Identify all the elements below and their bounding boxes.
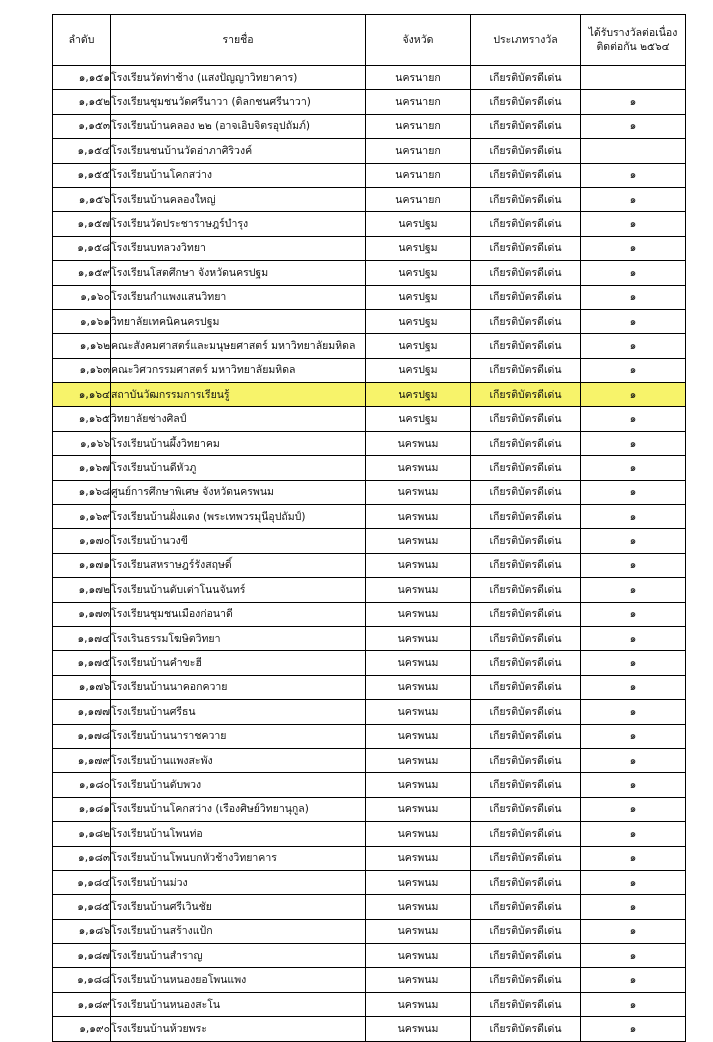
cell-years: ๑ <box>581 578 686 602</box>
cell-award-type: เกียรติบัตรดีเด่น <box>471 968 581 992</box>
column-header-years-line2: ติดต่อกัน ๒๕๖๔ <box>596 41 670 53</box>
cell-no: ๑,๑๗๕ <box>53 651 111 675</box>
cell-province: นครพนม <box>366 505 471 529</box>
table-row <box>53 114 686 138</box>
cell-name: โรงเรียนบ้านโพนท่อ <box>111 822 366 846</box>
cell-award-type: เกียรติบัตรดีเด่น <box>471 90 581 114</box>
cell-name: วิทยาลัยซ่างศิลป์ <box>111 407 366 431</box>
cell-province: นครพนม <box>366 773 471 797</box>
cell-province: นครพนม <box>366 944 471 968</box>
cell-province: นครพนม <box>366 626 471 650</box>
cell-years: ๑ <box>581 480 686 504</box>
cell-years: ๑ <box>581 675 686 699</box>
cell-province: นครพนม <box>366 724 471 748</box>
cell-award-type: เกียรติบัตรดีเด่น <box>471 675 581 699</box>
cell-name: โรงเรียนบ้านห้วยพระ <box>111 1017 366 1041</box>
cell-award-type: เกียรติบัตรดีเด่น <box>471 870 581 894</box>
cell-no: ๑,๑๘๒ <box>53 822 111 846</box>
cell-award-type: เกียรติบัตรดีเด่น <box>471 529 581 553</box>
cell-name: โรงเรียนบ้านดับพวง <box>111 773 366 797</box>
cell-no: ๑,๑๗๗ <box>53 700 111 724</box>
cell-name: สถาบันวัฒกรรมการเรียนรู้ <box>111 383 366 407</box>
cell-no: ๑,๑๕๑ <box>53 66 111 90</box>
cell-province: นครพนม <box>366 895 471 919</box>
cell-no: ๑,๑๕๓ <box>53 114 111 138</box>
cell-name: โรงเรียนบ้านหนองสะโน <box>111 992 366 1016</box>
cell-no: ๑,๑๘๑ <box>53 797 111 821</box>
cell-years: ๑ <box>581 1017 686 1041</box>
table-row <box>53 187 686 211</box>
cell-years: ๑ <box>581 968 686 992</box>
cell-province: นครพนม <box>366 675 471 699</box>
cell-award-type: เกียรติบัตรดีเด่น <box>471 139 581 163</box>
column-header-no: ลำดับ <box>53 15 111 66</box>
cell-award-type: เกียรติบัตรดีเด่น <box>471 773 581 797</box>
cell-name: โรงเรียนบ้านนาราชควาย <box>111 724 366 748</box>
table-row <box>53 846 686 870</box>
table-row <box>53 822 686 846</box>
cell-name: โรงเรียนบ้านศรีเวินชัย <box>111 895 366 919</box>
cell-no: ๑,๑๗๐ <box>53 529 111 553</box>
cell-province: นครปฐม <box>366 383 471 407</box>
cell-years: ๑ <box>581 846 686 870</box>
cell-no: ๑,๑๘๖ <box>53 919 111 943</box>
cell-province: นครพนม <box>366 992 471 1016</box>
table-row <box>53 895 686 919</box>
column-header-years-line1: ได้รับรางวัลต่อเนื่อง <box>588 26 678 39</box>
cell-years: ๑ <box>581 163 686 187</box>
cell-no: ๑,๑๕๗ <box>53 212 111 236</box>
cell-years: ๑ <box>581 114 686 138</box>
cell-name: โรงเรียนบ้านโคกสว่าง <box>111 163 366 187</box>
cell-award-type: เกียรติบัตรดีเด่น <box>471 236 581 260</box>
cell-award-type: เกียรติบัตรดีเด่น <box>471 285 581 309</box>
table-row <box>53 456 686 480</box>
cell-province: นครพนม <box>366 651 471 675</box>
column-header-name: รายชื่อ <box>111 15 366 66</box>
table-row <box>53 992 686 1016</box>
cell-years: ๑ <box>581 602 686 626</box>
cell-no: ๑,๑๗๑ <box>53 553 111 577</box>
cell-award-type: เกียรติบัตรดีเด่น <box>471 480 581 504</box>
cell-province: นครปฐม <box>366 407 471 431</box>
cell-name: โรงเรียนบ้านดับเต่าโนนจันทร์ <box>111 578 366 602</box>
cell-award-type: เกียรติบัตรดีเด่น <box>471 919 581 943</box>
cell-award-type: เกียรติบัตรดีเด่น <box>471 163 581 187</box>
cell-name: โรงเรียนชุมชนวัดศรีนาวา (ดิลกชนศรีนาวา) <box>111 90 366 114</box>
cell-years: ๑ <box>581 212 686 236</box>
cell-no: ๑,๑๕๕ <box>53 163 111 187</box>
table-row <box>53 773 686 797</box>
cell-no: ๑,๑๕๘ <box>53 236 111 260</box>
cell-years: ๑ <box>581 334 686 358</box>
table-row <box>53 1017 686 1041</box>
table-row <box>53 212 686 236</box>
cell-province: นครพนม <box>366 968 471 992</box>
cell-no: ๑,๑๖๑ <box>53 309 111 333</box>
cell-no: ๑,๑๘๙ <box>53 992 111 1016</box>
cell-province: นครพนม <box>366 870 471 894</box>
table-row <box>53 66 686 90</box>
table-row <box>53 431 686 455</box>
cell-province: นครพนม <box>366 529 471 553</box>
table-row <box>53 578 686 602</box>
cell-award-type: เกียรติบัตรดีเด่น <box>471 334 581 358</box>
cell-name: โรงเรียนชนบ้านวัดอ่าภาศิริวงค์ <box>111 139 366 163</box>
cell-years: ๑ <box>581 529 686 553</box>
cell-province: นครพนม <box>366 797 471 821</box>
cell-province: นครปฐม <box>366 236 471 260</box>
cell-no: ๑,๑๕๒ <box>53 90 111 114</box>
cell-years: ๑ <box>581 748 686 772</box>
cell-name: โรงเรียนบ้านศรีธน <box>111 700 366 724</box>
cell-award-type: เกียรติบัตรดีเด่น <box>471 578 581 602</box>
cell-province: นครพนม <box>366 1017 471 1041</box>
cell-years: ๑ <box>581 431 686 455</box>
cell-award-type: เกียรติบัตรดีเด่น <box>471 114 581 138</box>
cell-no: ๑,๑๗๘ <box>53 724 111 748</box>
cell-province: นครปฐม <box>366 358 471 382</box>
cell-province: นครพนม <box>366 846 471 870</box>
column-header-years <box>581 15 686 66</box>
cell-name: โรงเรียนบ้านคำขะฮี <box>111 651 366 675</box>
cell-name: โรงเรียนบ้านม่วง <box>111 870 366 894</box>
cell-award-type: เกียรติบัตรดีเด่น <box>471 431 581 455</box>
cell-years: ๑ <box>581 285 686 309</box>
cell-name: โรงเรียนบ้านผึ้งวิทยาคม <box>111 431 366 455</box>
table-row <box>53 407 686 431</box>
cell-province: นครปฐม <box>366 261 471 285</box>
cell-name: ศูนย์การศึกษาพิเศษ จังหวัดนครพนม <box>111 480 366 504</box>
table-row <box>53 870 686 894</box>
table-row <box>53 626 686 650</box>
cell-no: ๑,๑๙๐ <box>53 1017 111 1041</box>
cell-province: นครพนม <box>366 748 471 772</box>
cell-award-type: เกียรติบัตรดีเด่น <box>471 309 581 333</box>
cell-province: นครพนม <box>366 431 471 455</box>
cell-years: ๑ <box>581 505 686 529</box>
cell-award-type: เกียรติบัตรดีเด่น <box>471 212 581 236</box>
cell-province: นครปฐม <box>366 212 471 236</box>
cell-name: โรงเรียนบ้านคลองใหญ่ <box>111 187 366 211</box>
cell-award-type: เกียรติบัตรดีเด่น <box>471 553 581 577</box>
cell-award-type: เกียรติบัตรดีเด่น <box>471 895 581 919</box>
cell-years <box>581 139 686 163</box>
table-row <box>53 383 686 407</box>
cell-years: ๑ <box>581 261 686 285</box>
cell-no: ๑,๑๗๖ <box>53 675 111 699</box>
cell-no: ๑,๑๘๗ <box>53 944 111 968</box>
table-row <box>53 261 686 285</box>
cell-province: นครพนม <box>366 822 471 846</box>
table-row <box>53 724 686 748</box>
cell-award-type: เกียรติบัตรดีเด่น <box>471 358 581 382</box>
table-row <box>53 797 686 821</box>
cell-name: โรงเรียนวัดประชาราษฎร์บำรุง <box>111 212 366 236</box>
table-body <box>53 66 686 1042</box>
table-row <box>53 944 686 968</box>
cell-name: โรงเรียนสหราษฎร์รังสฤษดิ์ <box>111 553 366 577</box>
cell-province: นครปฐม <box>366 285 471 309</box>
table-row <box>53 919 686 943</box>
cell-name: โรงเรียนบ้านโพนบกหัวช้างวิทยาคาร <box>111 846 366 870</box>
table-row <box>53 285 686 309</box>
cell-province: นครพนม <box>366 602 471 626</box>
cell-award-type: เกียรติบัตรดีเด่น <box>471 187 581 211</box>
table-row <box>53 480 686 504</box>
cell-award-type: เกียรติบัตรดีเด่น <box>471 407 581 431</box>
award-list-table <box>52 14 686 1042</box>
cell-name: โรงเรียนบ้านสำราญ <box>111 944 366 968</box>
cell-name: โรงเรียนโสตศึกษา จังหวัดนครปฐม <box>111 261 366 285</box>
cell-name: โรงเรียนบทลวงวิทยา <box>111 236 366 260</box>
table-row <box>53 529 686 553</box>
cell-no: ๑,๑๖๐ <box>53 285 111 309</box>
table-header <box>53 15 686 66</box>
cell-name: โรงเรียนกำแพงแสนวิทยา <box>111 285 366 309</box>
cell-award-type: เกียรติบัตรดีเด่น <box>471 66 581 90</box>
cell-no: ๑,๑๖๗ <box>53 456 111 480</box>
cell-years: ๑ <box>581 724 686 748</box>
table-row <box>53 90 686 114</box>
table-row <box>53 139 686 163</box>
cell-award-type: เกียรติบัตรดีเด่น <box>471 505 581 529</box>
cell-province: นครพนม <box>366 578 471 602</box>
cell-years: ๑ <box>581 773 686 797</box>
cell-no: ๑,๑๗๙ <box>53 748 111 772</box>
cell-years: ๑ <box>581 383 686 407</box>
cell-province: นครพนม <box>366 919 471 943</box>
cell-no: ๑,๑๗๔ <box>53 626 111 650</box>
cell-no: ๑,๑๗๓ <box>53 602 111 626</box>
cell-award-type: เกียรติบัตรดีเด่น <box>471 383 581 407</box>
cell-province: นครพนม <box>366 480 471 504</box>
cell-award-type: เกียรติบัตรดีเด่น <box>471 822 581 846</box>
cell-award-type: เกียรติบัตรดีเด่น <box>471 626 581 650</box>
table-header-row <box>53 15 686 66</box>
cell-award-type: เกียรติบัตรดีเด่น <box>471 797 581 821</box>
cell-name: โรงเรินธรรมโฆษิตวิทยา <box>111 626 366 650</box>
cell-name: โรงเรียนบ้านฝั่งแดง (พระเทพวรมุนีอุปถัมป์) <box>111 505 366 529</box>
cell-name: คณะสังคมศาสตร์และมนุษยศาสตร์ มหาวิทยาลัยมหิดล <box>111 334 366 358</box>
cell-province: นครพนม <box>366 553 471 577</box>
table-row <box>53 700 686 724</box>
table-row <box>53 553 686 577</box>
cell-province: นครนายก <box>366 187 471 211</box>
cell-no: ๑,๑๘๔ <box>53 870 111 894</box>
cell-name: โรงเรียนบ้านหนองยอโพนแพง <box>111 968 366 992</box>
cell-years: ๑ <box>581 187 686 211</box>
cell-province: นครนายก <box>366 139 471 163</box>
cell-years: ๑ <box>581 90 686 114</box>
cell-years: ๑ <box>581 553 686 577</box>
cell-name: โรงเรียนชุมชนเมืองก่อนาดี <box>111 602 366 626</box>
cell-award-type: เกียรติบัตรดีเด่น <box>471 846 581 870</box>
cell-years: ๑ <box>581 797 686 821</box>
table-row <box>53 968 686 992</box>
cell-award-type: เกียรติบัตรดีเด่น <box>471 700 581 724</box>
cell-name: โรงเรียนบ้านวงขี <box>111 529 366 553</box>
cell-years: ๑ <box>581 651 686 675</box>
cell-name: วิทยาลัยเทคนิคนครปฐม <box>111 309 366 333</box>
cell-name: โรงเรียนบ้านแพงสะพัง <box>111 748 366 772</box>
cell-name: โรงเรียนบ้านสร้างแป้ก <box>111 919 366 943</box>
cell-province: นครนายก <box>366 66 471 90</box>
table-row <box>53 748 686 772</box>
cell-years: ๑ <box>581 626 686 650</box>
cell-name: โรงเรียนบ้านดีหัวภู <box>111 456 366 480</box>
cell-award-type: เกียรติบัตรดีเด่น <box>471 748 581 772</box>
cell-years: ๑ <box>581 236 686 260</box>
table-row <box>53 236 686 260</box>
cell-no: ๑,๑๖๘ <box>53 480 111 504</box>
table-row <box>53 163 686 187</box>
cell-years: ๑ <box>581 358 686 382</box>
table-row <box>53 334 686 358</box>
cell-province: นครนายก <box>366 114 471 138</box>
cell-no: ๑,๑๘๓ <box>53 846 111 870</box>
cell-award-type: เกียรติบัตรดีเด่น <box>471 992 581 1016</box>
cell-no: ๑,๑๖๒ <box>53 334 111 358</box>
column-header-award-type: ประเภทรางวัล <box>471 15 581 66</box>
cell-name: โรงเรียนบ้านโคกสว่าง (เรืองศิษย์วิทยานุกูล) <box>111 797 366 821</box>
cell-award-type: เกียรติบัตรดีเด่น <box>471 602 581 626</box>
cell-award-type: เกียรติบัตรดีเด่น <box>471 1017 581 1041</box>
cell-years: ๑ <box>581 700 686 724</box>
cell-award-type: เกียรติบัตรดีเด่น <box>471 651 581 675</box>
cell-province: นครปฐม <box>366 334 471 358</box>
cell-award-type: เกียรติบัตรดีเด่น <box>471 456 581 480</box>
cell-province: นครนายก <box>366 90 471 114</box>
cell-no: ๑,๑๕๔ <box>53 139 111 163</box>
column-header-province: จังหวัด <box>366 15 471 66</box>
table-row <box>53 309 686 333</box>
cell-name: โรงเรียนบ้านนาคอกควาย <box>111 675 366 699</box>
cell-years: ๑ <box>581 895 686 919</box>
cell-years: ๑ <box>581 309 686 333</box>
cell-no: ๑,๑๖๓ <box>53 358 111 382</box>
cell-years: ๑ <box>581 822 686 846</box>
cell-province: นครนายก <box>366 163 471 187</box>
cell-no: ๑,๑๖๕ <box>53 407 111 431</box>
cell-name: โรงเรียนวัดท่าช้าง (แสงปัญญาวิทยาคาร) <box>111 66 366 90</box>
cell-years: ๑ <box>581 944 686 968</box>
cell-years: ๑ <box>581 407 686 431</box>
cell-years: ๑ <box>581 870 686 894</box>
cell-no: ๑,๑๗๒ <box>53 578 111 602</box>
cell-years: ๑ <box>581 992 686 1016</box>
cell-award-type: เกียรติบัตรดีเด่น <box>471 724 581 748</box>
cell-years <box>581 66 686 90</box>
cell-no: ๑,๑๘๕ <box>53 895 111 919</box>
cell-no: ๑,๑๘๐ <box>53 773 111 797</box>
cell-no: ๑,๑๖๙ <box>53 505 111 529</box>
cell-no: ๑,๑๘๘ <box>53 968 111 992</box>
cell-no: ๑,๑๖๖ <box>53 431 111 455</box>
cell-no: ๑,๑๕๙ <box>53 261 111 285</box>
cell-province: นครพนม <box>366 456 471 480</box>
table-row <box>53 505 686 529</box>
table-row <box>53 651 686 675</box>
cell-years: ๑ <box>581 456 686 480</box>
table-row <box>53 602 686 626</box>
table-row <box>53 358 686 382</box>
cell-award-type: เกียรติบัตรดีเด่น <box>471 261 581 285</box>
cell-no: ๑,๑๕๖ <box>53 187 111 211</box>
cell-province: นครปฐม <box>366 309 471 333</box>
cell-no: ๑,๑๖๔ <box>53 383 111 407</box>
cell-award-type: เกียรติบัตรดีเด่น <box>471 944 581 968</box>
table-row <box>53 675 686 699</box>
cell-province: นครพนม <box>366 700 471 724</box>
cell-name: คณะวิศวกรรมศาสตร์ มหาวิทยาลัยมหิดล <box>111 358 366 382</box>
cell-name: โรงเรียนบ้านคลอง ๒๒ (อาจเอิบจิตรอุปถัมภ์) <box>111 114 366 138</box>
cell-years: ๑ <box>581 919 686 943</box>
